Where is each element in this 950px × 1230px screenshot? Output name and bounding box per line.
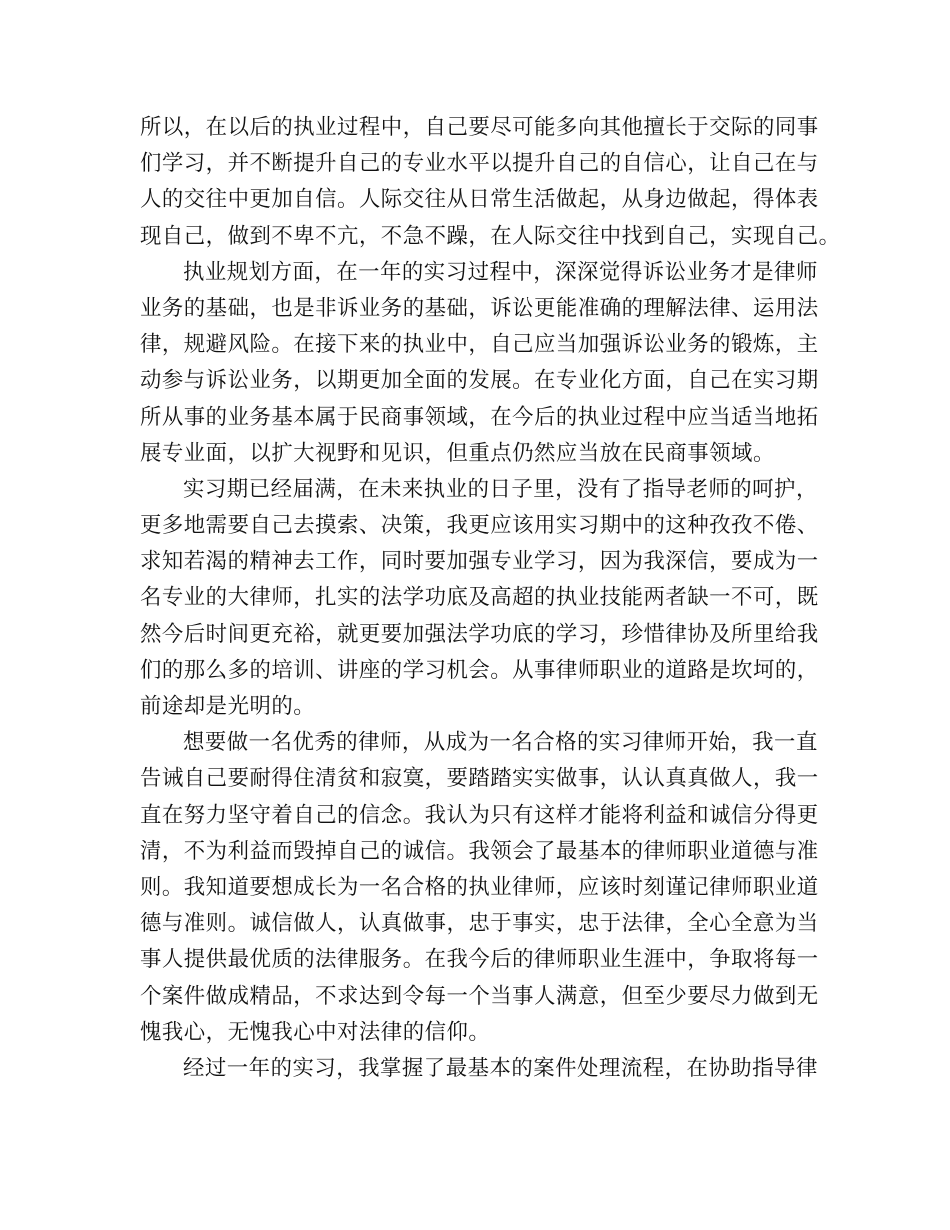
- text-line: 直在努力坚守着自己的信念。我认为只有这样才能将利益和诚信分得更: [140, 802, 819, 828]
- text-line: 们的那么多的培训、讲座的学习机会。从事律师职业的道路是坎坷的，: [140, 657, 819, 683]
- text-line: 展专业面，以扩大视野和见识，但重点仍然应当放在民商事领域。: [140, 440, 775, 466]
- document-body: [140, 110, 841, 1087]
- text-line: 动参与诉讼业务，以期更加全面的发展。在专业化方面，自己在实习期: [140, 368, 819, 394]
- text-line: 律，规避风险。在接下来的执业中，自己应当加强诉讼业务的锻炼，主: [140, 332, 819, 358]
- text-line: 现自己，做到不卑不亢，不急不躁，在人际交往中找到自己，实现自己。: [140, 223, 841, 249]
- text-line: 德与准则。诚信做人，认真做事，忠于事实，忠于法律，全心全意为当: [140, 911, 819, 937]
- text-line: 名专业的大律师，扎实的法学功底及高超的执业技能两者缺一不可，既: [140, 585, 819, 611]
- text-line: 求知若渴的精神去工作，同时要加强专业学习，因为我深信，要成为一: [140, 549, 819, 575]
- text-line: 所从事的业务基本属于民商事领域，在今后的执业过程中应当适当地拓: [140, 404, 819, 430]
- text-line: 更多地需要自己去摸索、决策，我更应该用实习期中的这种孜孜不倦、: [140, 513, 819, 539]
- text-line: 执业规划方面，在一年的实习过程中，深深觉得诉讼业务才是律师: [183, 259, 818, 285]
- text-line: 则。我知道要想成长为一名合格的执业律师，应该时刻谨记律师职业道: [140, 874, 819, 900]
- text-line: 实习期已经届满，在未来执业的日子里，没有了指导老师的呵护，: [183, 476, 818, 502]
- text-line: 人的交往中更加自信。人际交往从日常生活做起，从身边做起，得体表: [140, 187, 819, 213]
- text-line: 事人提供最优质的法律服务。在我今后的律师职业生涯中，争取将每一: [140, 947, 819, 973]
- text-line: 经过一年的实习，我掌握了最基本的案件处理流程，在协助指导律: [183, 1055, 818, 1081]
- text-line: 清，不为利益而毁掉自己的诚信。我领会了最基本的律师职业道德与准: [140, 838, 819, 864]
- text-line: 所以，在以后的执业过程中，自己要尽可能多向其他擅长于交际的同事: [140, 115, 819, 140]
- text-line: 们学习，并不断提升自己的专业水平以提升自己的自信心，让自己在与: [140, 151, 819, 177]
- text-line: 个案件做成精品，不求达到令每一个当事人满意，但至少要尽力做到无: [140, 983, 819, 1009]
- text-line: 业务的基础，也是非诉业务的基础，诉讼更能准确的理解法律、运用法: [140, 295, 819, 321]
- text-line: 前途却是光明的。: [140, 694, 316, 719]
- text-line: 告诫自己要耐得住清贫和寂寞，要踏踏实实做事，认认真真做人，我一: [140, 766, 819, 792]
- text-line: 然今后时间更充裕，就更要加强法学功底的学习，珍惜律协及所里给我: [140, 621, 819, 647]
- text-line: 想要做一名优秀的律师，从成为一名合格的实习律师开始，我一直: [183, 730, 818, 756]
- text-line: 愧我心，无愧我心中对法律的信仰。: [140, 1019, 491, 1045]
